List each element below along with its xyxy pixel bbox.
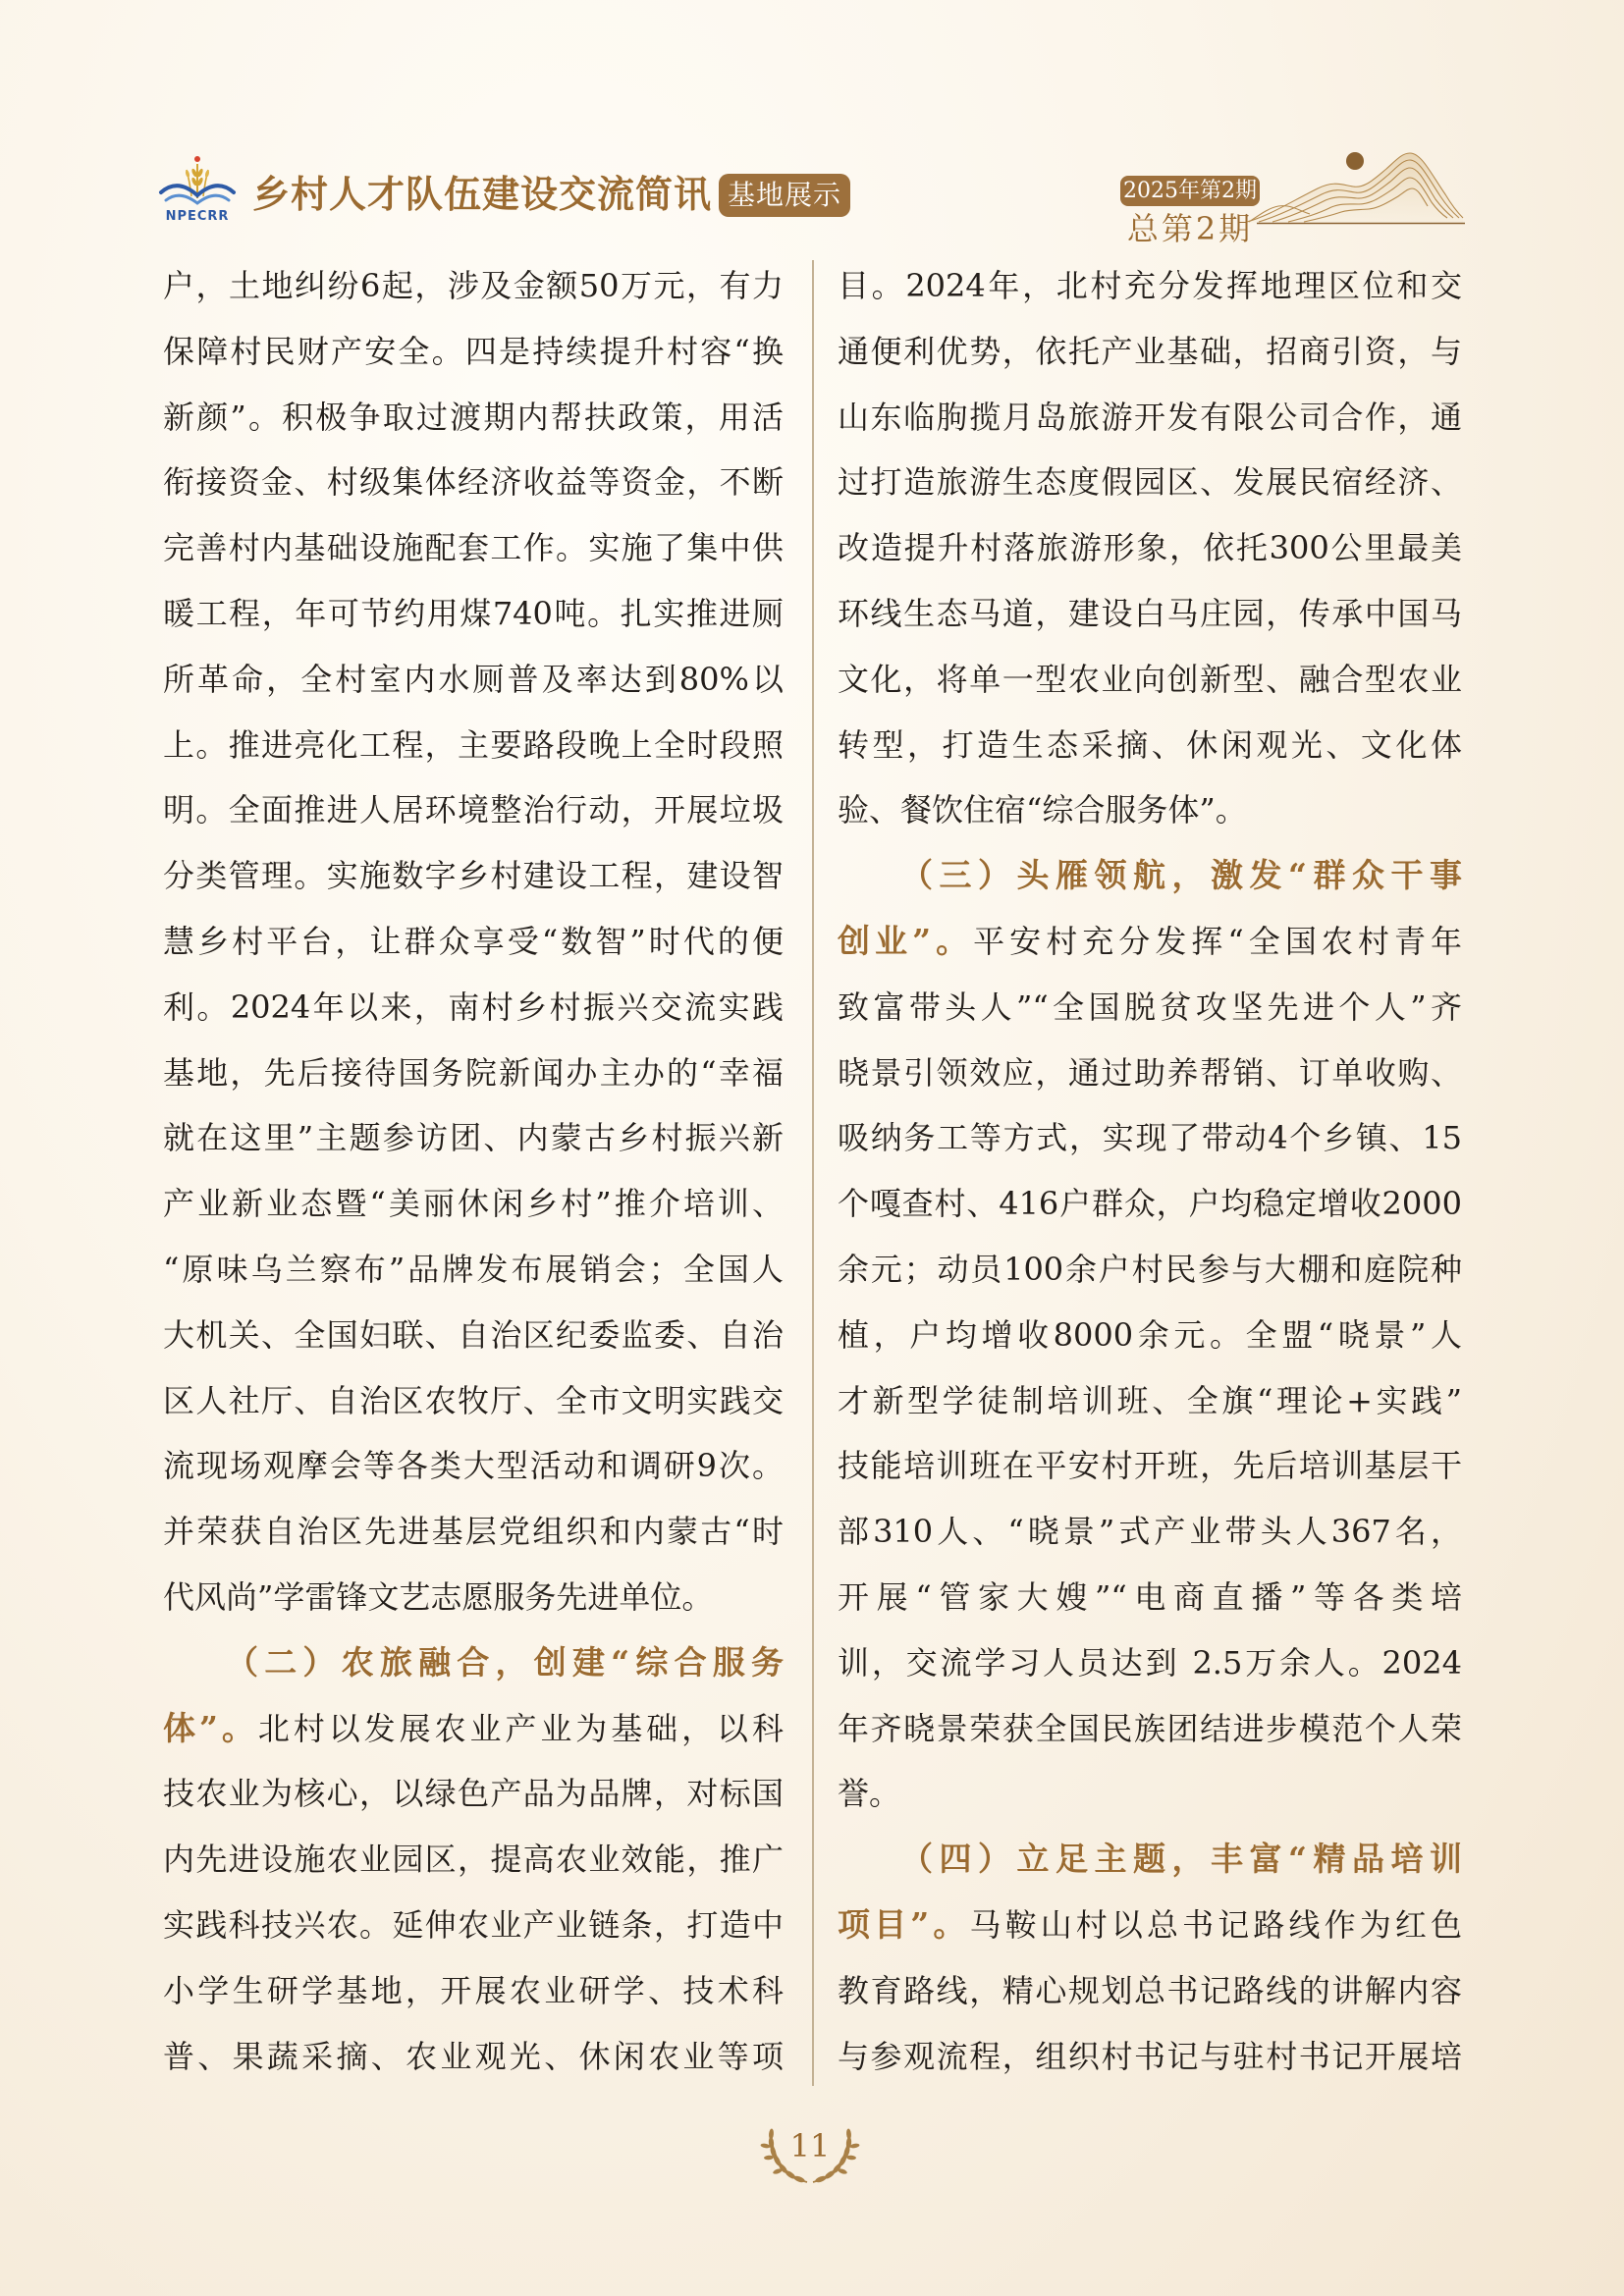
text-line: 个嘎查村、416户群众，户均稳定增收2000	[838, 1185, 1462, 1223]
text-span: 平安村充分发挥“全国农村青年	[973, 922, 1462, 960]
text-line: 内先进设施农业园区，提高农业效能，推广	[163, 1841, 784, 1879]
text-line: 户，土地纠纷6起，涉及金额50万元，有力	[163, 267, 784, 304]
page-number: 11	[789, 2127, 831, 2164]
text-line: 技农业为核心，以绿色产品为品牌，对标国	[163, 1775, 784, 1813]
text-span: 北村以发展农业产业为基础，以科	[257, 1709, 784, 1747]
text-line: 保障村民财产安全。四是持续提升村容“换	[163, 332, 784, 370]
text-line: 过打造旅游生态度假园区、发展民宿经济、	[838, 463, 1462, 502]
text-line: 明。全面推进人居环境整治行动，开展垃圾	[163, 791, 784, 829]
text-line: 产业新业态暨“美丽休闲乡村”推介培训、	[163, 1185, 784, 1223]
section-lead-line	[838, 909, 1462, 975]
text-line: 技能培训班在平安村开班，先后培训基层干	[838, 1447, 1462, 1485]
text-line: 改造提升村落旅游形象，依托300公里最美	[838, 529, 1462, 567]
right-column	[838, 253, 1462, 2089]
text-line: 基地，先后接待国务院新闻办主办的“幸福	[163, 1053, 784, 1092]
text-line: 所革命，全村室内水厕普及率达到80%以	[163, 660, 784, 698]
mountain-sun-icon	[1239, 145, 1465, 226]
text-line: 与参观流程，组织村书记与驻村书记开展培	[838, 2037, 1462, 2075]
text-line: 年齐晓景荣获全国民族团结进步模范个人荣	[838, 1709, 1462, 1747]
text-line: 环线生态马道，建设白马庄园，传承中国马	[838, 594, 1462, 632]
section-heading-end: 项目”。	[838, 1904, 970, 1944]
issue-total: 总第2期	[1126, 210, 1254, 247]
text-line: 文化，将单一型农业向创新型、融合型农业	[838, 660, 1462, 698]
text-line: 目。2024年，北村充分发挥地理区位和交	[838, 267, 1462, 304]
section-badge: 基地展示	[719, 174, 850, 217]
text-line: 暖工程，年可节约用煤740吨。扎实推进厕	[163, 594, 784, 632]
text-line: 余元；动员100余户村民参与大棚和庭院种	[838, 1250, 1462, 1288]
column-divider	[812, 260, 814, 2086]
text-line: 并荣获自治区先进基层党组织和内蒙古“时	[163, 1513, 784, 1551]
text-line: 实践科技兴农。延伸农业产业链条，打造中	[163, 1905, 784, 1944]
text-line: 完善村内基础设施配套工作。实施了集中供	[163, 529, 784, 567]
text-line: 小学生研学基地，开展农业研学、技术科	[163, 1971, 784, 2009]
text-line: 利。2024年以来，南村乡村振兴交流实践	[163, 988, 784, 1026]
left-column	[163, 253, 784, 2089]
section-lead-line	[838, 1893, 1462, 1958]
section-heading: （二）农旅融合，创建“综合服务	[226, 1642, 784, 1682]
text-line: 验、餐饮住宿“综合服务体”。	[838, 791, 1247, 829]
text-line: 才新型学徒制培训班、全旗“理论+实践”	[838, 1381, 1462, 1419]
text-line: 通便利优势，依托产业基础，招商引资，与	[838, 332, 1462, 370]
section-heading-end: 创业”。	[838, 921, 974, 960]
section-heading: （三）头雁领航，激发“群众干事	[900, 856, 1462, 895]
npecrr-emblem-icon	[158, 153, 237, 208]
text-line: 普、果蔬采摘、农业观光、休闲农业等项	[163, 2037, 784, 2075]
section-heading-end: 体”。	[163, 1708, 258, 1747]
text-line: “原味乌兰察布”品牌发布展销会；全国人	[163, 1250, 784, 1288]
logo-text: NPECRR	[165, 209, 230, 224]
text-line: 致富带头人”“全国脱贫攻坚先进个人”齐	[838, 988, 1462, 1026]
text-line: 流现场观摩会等各类大型活动和调研9次。	[163, 1447, 784, 1485]
text-line: 衔接资金、村级集体经济收益等资金，不断	[163, 463, 784, 502]
text-line: 新颜”。积极争取过渡期内帮扶政策，用活	[163, 398, 784, 436]
text-line: 分类管理。实施数字乡村建设工程，建设智	[163, 857, 784, 895]
text-line: 训，交流学习人员达到 2.5万余人。2024	[838, 1643, 1462, 1682]
text-line: 转型，打造生态采摘、休闲观光、文化体	[838, 725, 1462, 764]
text-span: 马鞍山村以总书记路线作为红色	[969, 1905, 1462, 1944]
text-line: 晓景引领效应，通过助养帮销、订单收购、	[838, 1053, 1462, 1092]
issue-badge: 2025年第2期	[1120, 176, 1260, 206]
text-line: 慧乡村平台，让群众享受“数智”时代的便	[163, 922, 784, 960]
text-line: 就在这里”主题参访团、内蒙古乡村振兴新	[163, 1119, 784, 1157]
text-line: 区人社厅、自治区农牧厅、全市文明实践交	[163, 1381, 784, 1419]
text-line: 开展“管家大嫂”“电商直播”等各类培	[838, 1577, 1462, 1616]
text-line: 上。推进亮化工程，主要路段晚上全时段照	[163, 725, 784, 764]
text-line: 山东临朐揽月岛旅游开发有限公司合作，通	[838, 398, 1462, 436]
text-line: 吸纳务工等方式，实现了带动4个乡镇、15	[838, 1119, 1462, 1157]
section-heading: （四）立足主题，丰富“精品培训	[900, 1840, 1462, 1879]
section-lead-line	[163, 1696, 784, 1762]
text-line: 誉。	[838, 1775, 901, 1813]
text-line: 大机关、全国妇联、自治区纪委监委、自治	[163, 1315, 784, 1354]
text-line: 部310人、“晓景”式产业带头人367名，	[838, 1513, 1462, 1551]
text-line: 代风尚”学雷锋文艺志愿服务先进单位。	[163, 1577, 714, 1616]
text-line: 植，户均增收8000余元。全盟“晓景”人	[838, 1315, 1462, 1354]
newsletter-title: 乡村人才队伍建设交流简讯	[252, 172, 713, 216]
text-line: 教育路线，精心规划总书记路线的讲解内容	[838, 1971, 1462, 2009]
